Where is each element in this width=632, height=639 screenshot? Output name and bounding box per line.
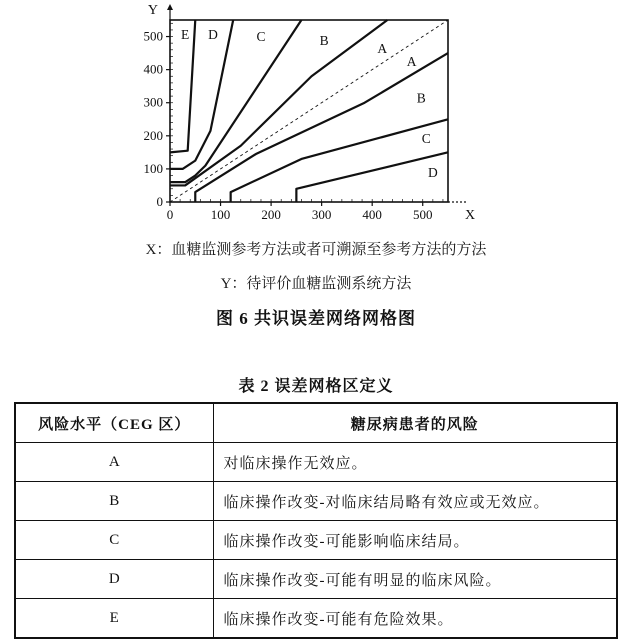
x-axis-caption: X：血糖监测参考方法或者可溯源至参考方法的方法 [145, 242, 487, 258]
y-axis-arrow [167, 4, 173, 10]
zone-label-B: B [319, 32, 329, 48]
y-tick-label: 400 [143, 61, 163, 77]
x-tick-label: 0 [166, 207, 174, 222]
zone-label-E: E [181, 26, 190, 42]
zone-label-C: C [256, 29, 266, 45]
zone-boundary-upper-A-B [170, 20, 387, 185]
table-row [15, 521, 617, 560]
zone-cell: B [15, 482, 213, 521]
header-risk-level: 风险水平（CEG 区） [15, 403, 213, 443]
zone-boundary-lower-C-D [296, 152, 448, 202]
table-row [15, 560, 617, 599]
x-axis-letter: X [464, 208, 476, 223]
identity-line [170, 20, 448, 202]
x-tick-label: 400 [362, 207, 382, 222]
zone-label-D: D [208, 26, 218, 42]
zone-cell: A [15, 443, 213, 482]
zone-label-A: A [406, 54, 417, 70]
x-tick-label: 100 [210, 207, 231, 222]
table-header-row [15, 403, 617, 443]
x-tick-label: 200 [261, 207, 281, 222]
x-tick-label: 500 [412, 207, 433, 222]
y-axis-letter: Y [147, 3, 158, 18]
zone-boundary-lower-A-B [195, 53, 448, 202]
y-tick-label: 0 [156, 194, 163, 209]
y-axis-caption: Y：待评价血糖监测系统方法 [220, 276, 412, 292]
figure-6-block [126, 2, 632, 228]
y-tick-label: 500 [143, 28, 163, 44]
zone-cell: D [15, 560, 213, 599]
table-title: 表 2 误差网格区定义 [238, 378, 394, 395]
risk-cell: 临床操作改变-可能有危险效果。 [213, 599, 617, 639]
risk-cell: 临床操作改变-可能影响临床结局。 [213, 521, 617, 560]
x-tick-label: 300 [311, 207, 332, 222]
zone-cell: E [15, 599, 213, 639]
y-tick-label: 200 [143, 127, 163, 143]
zone-boundary-upper-C-D [170, 20, 233, 169]
figure-title: 图 6 共识误差网络网格图 [216, 309, 416, 328]
y-tick-label: 300 [143, 94, 163, 110]
error-grid-table [14, 402, 618, 639]
table-row [15, 443, 617, 482]
zone-label-D: D [427, 164, 438, 180]
zone-cell: C [15, 521, 213, 560]
y-tick-label: 100 [143, 160, 163, 176]
consensus-error-grid-chart [126, 2, 488, 228]
risk-cell: 对临床操作无效应。 [213, 443, 617, 482]
table-row [15, 599, 617, 639]
zone-label-B: B [416, 90, 426, 106]
risk-cell: 临床操作改变-可能有明显的临床风险。 [213, 560, 617, 599]
header-patient-risk: 糖尿病患者的风险 [213, 403, 617, 443]
table-row [15, 482, 617, 521]
risk-cell: 临床操作改变-对临床结局略有效应或无效应。 [213, 482, 617, 521]
zone-label-C: C [421, 131, 431, 147]
zone-label-A: A [377, 40, 388, 56]
